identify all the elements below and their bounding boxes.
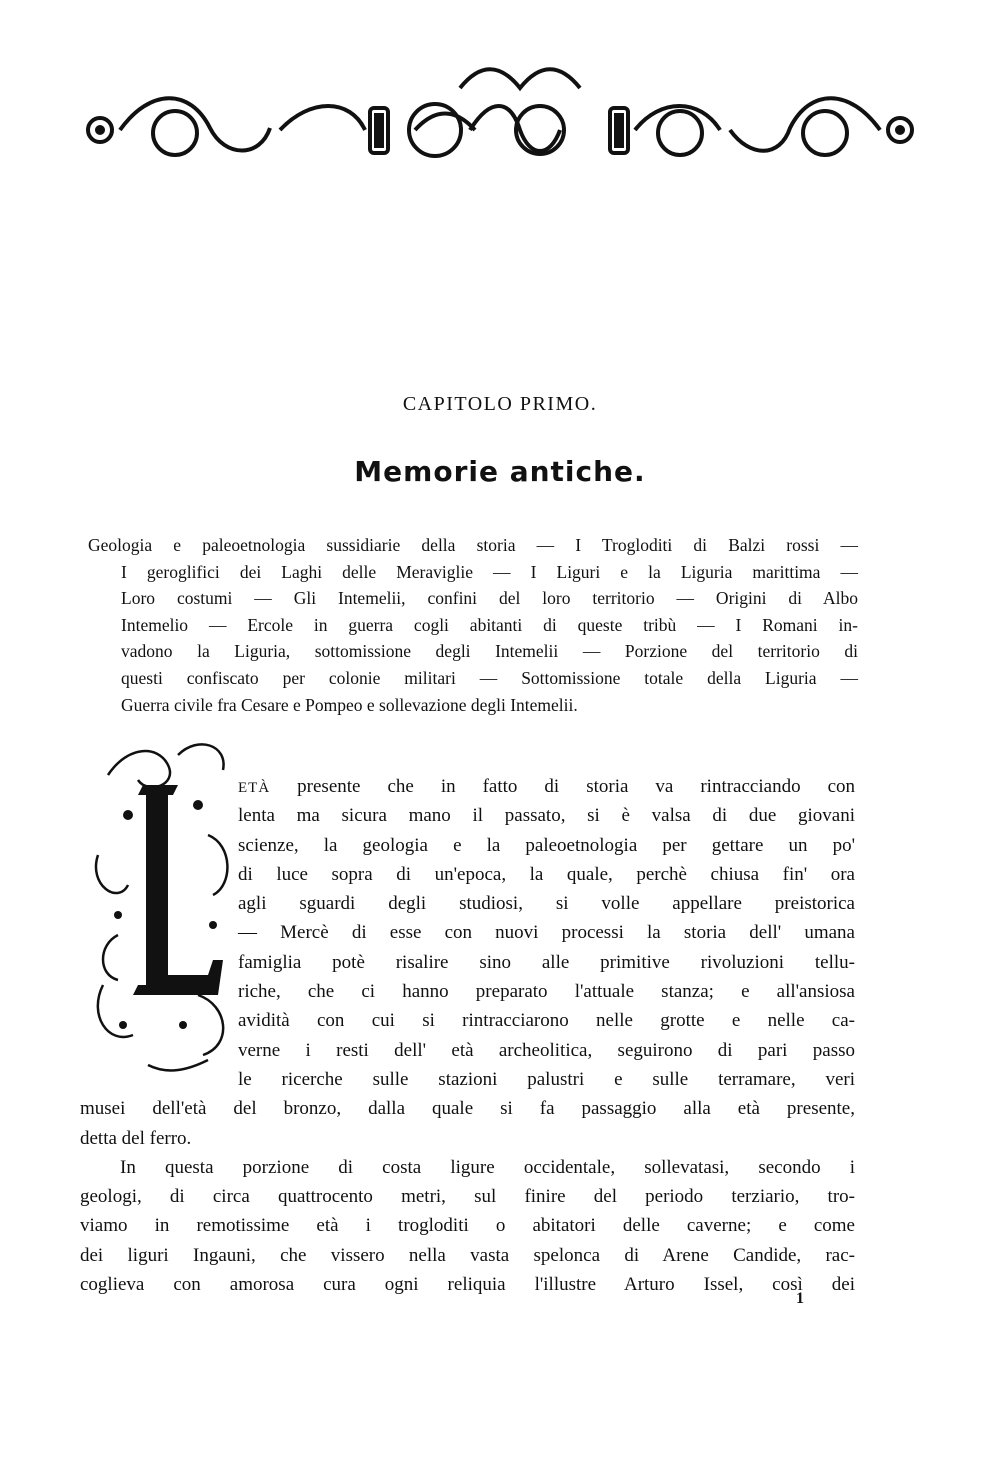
summary-line: Loro costumi — Gli Intemelii, confini del loro territorio — Origini di Albo <box>121 588 858 609</box>
body-line: di luce sopra di un'epoca, la quale, perchè chiusa fin' ora <box>238 863 855 885</box>
body-line: verne i resti dell' età archeolitica, seguirono di pari passo <box>238 1039 855 1061</box>
body-line: riche, che ci hanno preparato l'attuale stanza; e all'ansiosa <box>238 981 855 1003</box>
signature-mark: 1 <box>796 1290 804 1307</box>
body-line-text: presente che in fatto di storia va rintracciando con <box>270 776 855 797</box>
body-line: geologi, di circa quattrocento metri, sul finire del periodo terziario, tro- <box>80 1186 855 1208</box>
body-line: detta del ferro. <box>80 1127 192 1149</box>
body-line: In questa porzione di costa ligure occidentale, sollevatasi, secondo i <box>120 1156 855 1178</box>
body-line: famiglia potè risalire sino alle primitive rivoluzioni tellu- <box>238 951 855 973</box>
summary-line: vadono la Liguria, sottomissione degli Intemelii — Porzione del territorio di <box>121 641 858 662</box>
body-line: scienze, la geologia e la paleoetnologia per gettare un po' <box>238 834 855 856</box>
chapter-title: Memorie antiche. <box>354 455 646 488</box>
header-ornament-icon <box>80 58 920 178</box>
body-line: avidità con cui si rintracciarono nelle grotte e nelle ca- <box>238 1010 855 1032</box>
body-line: dei liguri Ingauni, che vissero nella vasta spelonca di Arene Candide, rac- <box>80 1244 855 1266</box>
summary-line: Intemelio — Ercole in guerra cogli abitanti di queste tribù — I Romani in- <box>121 614 858 635</box>
summary-line: questi confiscato per colonie militari — Sottomissione totale della Liguria — <box>121 667 858 688</box>
opening-word: ETÀ <box>238 780 271 796</box>
body-line: viamo in remotissime età i trogloditi o abitatori delle caverne; e come <box>80 1215 855 1237</box>
summary-line: I geroglifici dei Laghi delle Meraviglie — I Liguri e la Liguria marittima — <box>121 561 858 582</box>
body-line: musei dell'età del bronzo, dalla quale si fa passaggio alla età presente, <box>80 1098 855 1120</box>
body-line: — Mercè di esse con nuovi processi la storia dell' umana <box>238 922 855 944</box>
body-line: coglieva con amorosa cura ogni reliquia l'illustre Arturo Issel, così dei <box>80 1274 855 1296</box>
chapter-summary <box>88 532 858 718</box>
body-line: le ricerche sulle stazioni palustri e sulle terramare, veri <box>238 1068 855 1090</box>
body-line <box>238 772 855 801</box>
body-line: agli sguardi degli studiosi, si volle appellare preistorica <box>238 893 855 915</box>
summary-line: Geologia e paleoetnologia sussidiarie della storia — I Trogloditi di Balzi rossi — <box>88 535 858 555</box>
summary-line: Guerra civile fra Cesare e Pompeo e sollevazione degli Intemelii. <box>121 694 578 715</box>
body-text <box>80 772 855 1299</box>
body-line: lenta ma sicura mano il passato, si è valsa di due giovani <box>238 805 855 827</box>
chapter-label: CAPITOLO PRIMO. <box>402 393 598 415</box>
